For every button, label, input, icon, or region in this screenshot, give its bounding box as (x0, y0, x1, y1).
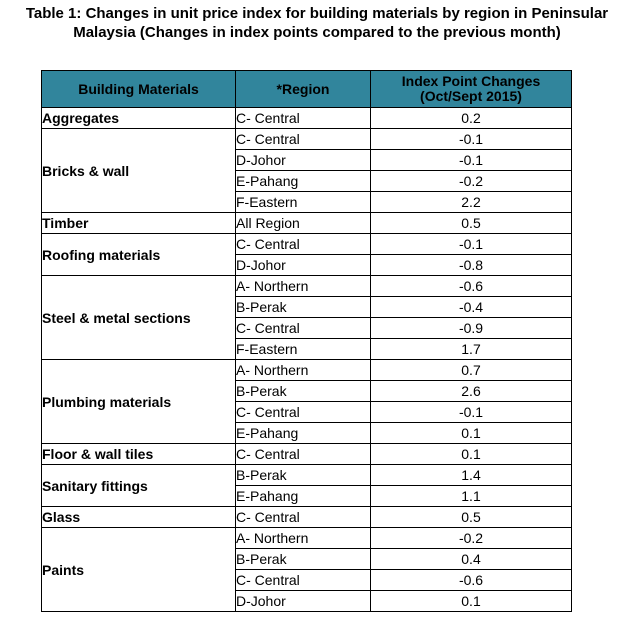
index-change-cell: -0.1 (371, 150, 572, 171)
index-change-cell: 0.5 (371, 213, 572, 234)
header-row (42, 71, 572, 108)
table-row (42, 528, 572, 549)
region-cell: E-Pahang (236, 423, 371, 444)
index-change-cell: 0.1 (371, 423, 572, 444)
region-cell: D-Johor (236, 255, 371, 276)
region-cell: E-Pahang (236, 171, 371, 192)
index-change-cell: 0.7 (371, 360, 572, 381)
index-change-cell: 0.1 (371, 591, 572, 612)
index-change-cell: -0.2 (371, 528, 572, 549)
material-cell: Bricks & wall (42, 129, 236, 213)
table-row (42, 465, 572, 486)
table-row (42, 507, 572, 528)
region-cell: B-Perak (236, 297, 371, 318)
region-cell: C- Central (236, 108, 371, 129)
index-change-cell: -0.1 (371, 402, 572, 423)
header-region: *Region (236, 71, 371, 108)
material-cell: Steel & metal sections (42, 276, 236, 360)
header-building-materials: Building Materials (42, 71, 236, 108)
table-row (42, 129, 572, 150)
index-change-cell: 0.5 (371, 507, 572, 528)
material-cell: Glass (42, 507, 236, 528)
table-title (0, 4, 634, 42)
region-cell: D-Johor (236, 150, 371, 171)
index-change-cell: 0.2 (371, 108, 572, 129)
region-cell: C- Central (236, 129, 371, 150)
region-cell: C- Central (236, 402, 371, 423)
material-cell: Sanitary fittings (42, 465, 236, 507)
table-title-line-2: Malaysia (Changes in index points compared to the previous month) (73, 24, 561, 41)
index-change-cell: 1.1 (371, 486, 572, 507)
header-index-point-changes (371, 71, 572, 108)
material-cell: Paints (42, 528, 236, 612)
region-cell: A- Northern (236, 528, 371, 549)
table-row (42, 213, 572, 234)
region-cell: E-Pahang (236, 486, 371, 507)
index-change-cell: -0.1 (371, 129, 572, 150)
material-cell: Plumbing materials (42, 360, 236, 444)
index-change-cell: 1.4 (371, 465, 572, 486)
region-cell: B-Perak (236, 381, 371, 402)
index-change-cell: 2.2 (371, 192, 572, 213)
index-change-cell: 1.7 (371, 339, 572, 360)
index-change-cell: -0.8 (371, 255, 572, 276)
index-change-cell: -0.2 (371, 171, 572, 192)
index-change-cell: -0.9 (371, 318, 572, 339)
table-row (42, 108, 572, 129)
table-row (42, 276, 572, 297)
header-index-line-2: (Oct/Sept 2015) (420, 88, 522, 104)
region-cell: F-Eastern (236, 339, 371, 360)
index-change-cell: 2.6 (371, 381, 572, 402)
region-cell: C- Central (236, 507, 371, 528)
table-body (42, 108, 572, 612)
table-row (42, 360, 572, 381)
region-cell: C- Central (236, 570, 371, 591)
material-cell: Floor & wall tiles (42, 444, 236, 465)
index-change-cell: -0.6 (371, 570, 572, 591)
header-index-line-1: Index Point Changes (401, 73, 541, 89)
material-cell: Timber (42, 213, 236, 234)
region-cell: A- Northern (236, 360, 371, 381)
region-cell: C- Central (236, 318, 371, 339)
table-row (42, 234, 572, 255)
material-cell: Roofing materials (42, 234, 236, 276)
region-cell: D-Johor (236, 591, 371, 612)
region-cell: A- Northern (236, 276, 371, 297)
index-change-cell: -0.4 (371, 297, 572, 318)
table-header (42, 71, 572, 108)
region-cell: All Region (236, 213, 371, 234)
price-index-table (41, 70, 572, 612)
region-cell: C- Central (236, 234, 371, 255)
index-change-cell: -0.1 (371, 234, 572, 255)
index-change-cell: 0.4 (371, 549, 572, 570)
region-cell: F-Eastern (236, 192, 371, 213)
region-cell: B-Perak (236, 549, 371, 570)
table-title-line-1: Table 1: Changes in unit price index for building materials by region in Peninsular (25, 5, 609, 22)
region-cell: B-Perak (236, 465, 371, 486)
table-row (42, 444, 572, 465)
index-change-cell: -0.6 (371, 276, 572, 297)
index-change-cell: 0.1 (371, 444, 572, 465)
material-cell: Aggregates (42, 108, 236, 129)
region-cell: C- Central (236, 444, 371, 465)
